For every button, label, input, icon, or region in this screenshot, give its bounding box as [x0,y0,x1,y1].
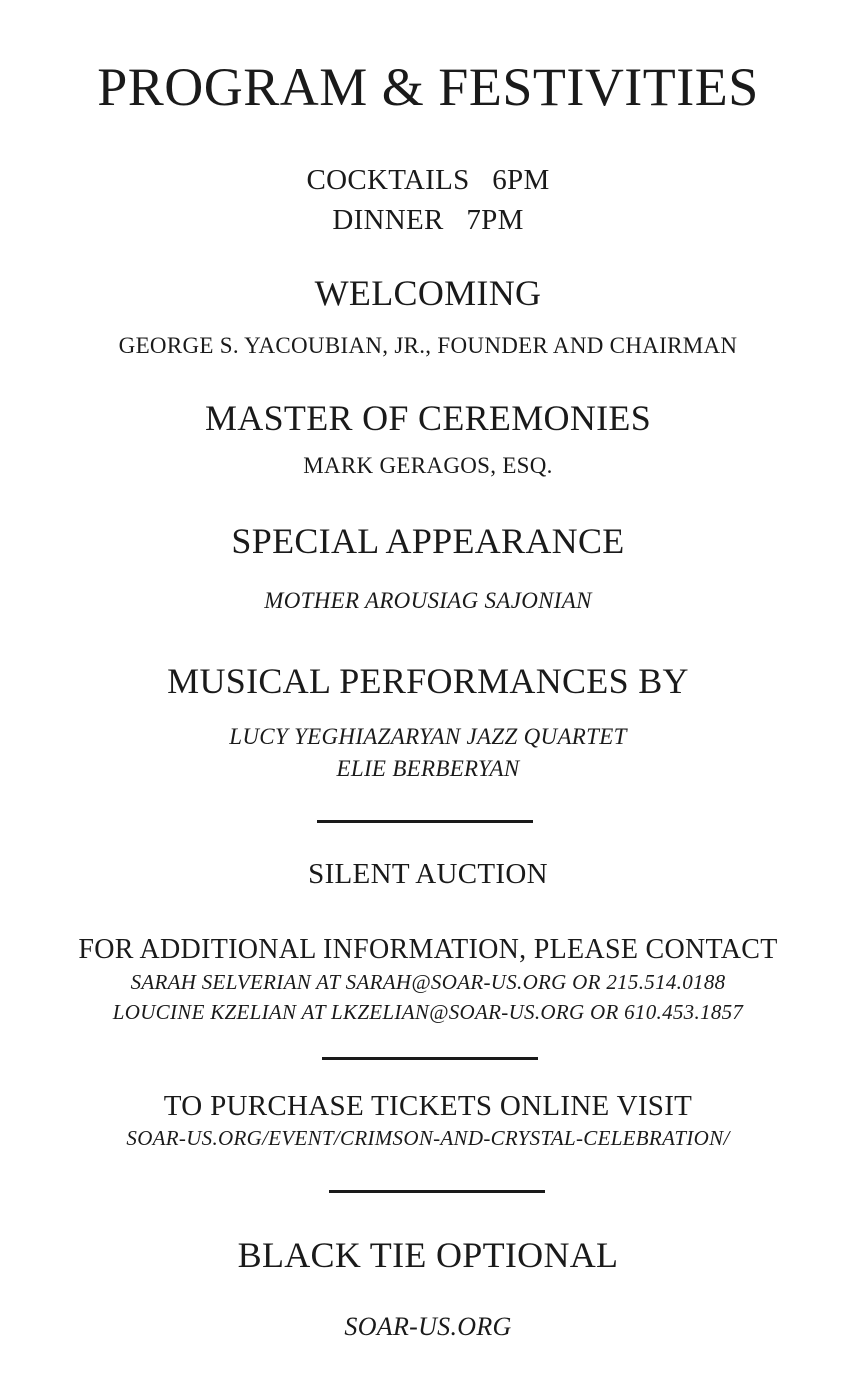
musical-performances-heading: MUSICAL PERFORMANCES BY [167,661,689,701]
contact-heading: FOR ADDITIONAL INFORMATION, PLEASE CONTACT [78,934,778,965]
dinner-time: DINNER 7PM [332,204,524,236]
tickets-url: SOAR-US.ORG/EVENT/CRIMSON-AND-CRYSTAL-CELEBRATION/ [126,1126,730,1150]
divider [317,820,533,823]
special-appearance-heading: SPECIAL APPEARANCE [231,521,625,561]
dress-code: BLACK TIE OPTIONAL [237,1235,619,1275]
page-title: PROGRAM & FESTIVITIES [97,57,759,117]
performer-item: ELIE BERBERYAN [336,756,520,781]
special-appearance-name: MOTHER AROUSIAG SAJONIAN [264,588,592,613]
contact-line: LOUCINE KZELIAN AT LKZELIAN@SOAR-US.ORG OR 610.453.1857 [112,1000,744,1024]
silent-auction-heading: SILENT AUCTION [308,858,548,890]
tickets-heading: TO PURCHASE TICKETS ONLINE VISIT [163,1090,693,1122]
master-of-ceremonies-name: MARK GERAGOS, ESQ. [303,453,553,478]
divider [322,1057,538,1060]
website: SOAR-US.ORG [344,1312,512,1341]
welcoming-name: GEORGE S. YACOUBIAN, JR., FOUNDER AND CHAIRMAN [118,333,738,358]
performer-item: LUCY YEGHIAZARYAN JAZZ QUARTET [229,724,627,749]
welcoming-heading: WELCOMING [314,273,542,313]
cocktails-time: COCKTAILS 6PM [306,164,550,196]
contact-line: SARAH SELVERIAN AT SARAH@SOAR-US.ORG OR 215.514.0188 [130,970,726,994]
master-of-ceremonies-heading: MASTER OF CEREMONIES [204,398,652,438]
divider [329,1190,545,1193]
